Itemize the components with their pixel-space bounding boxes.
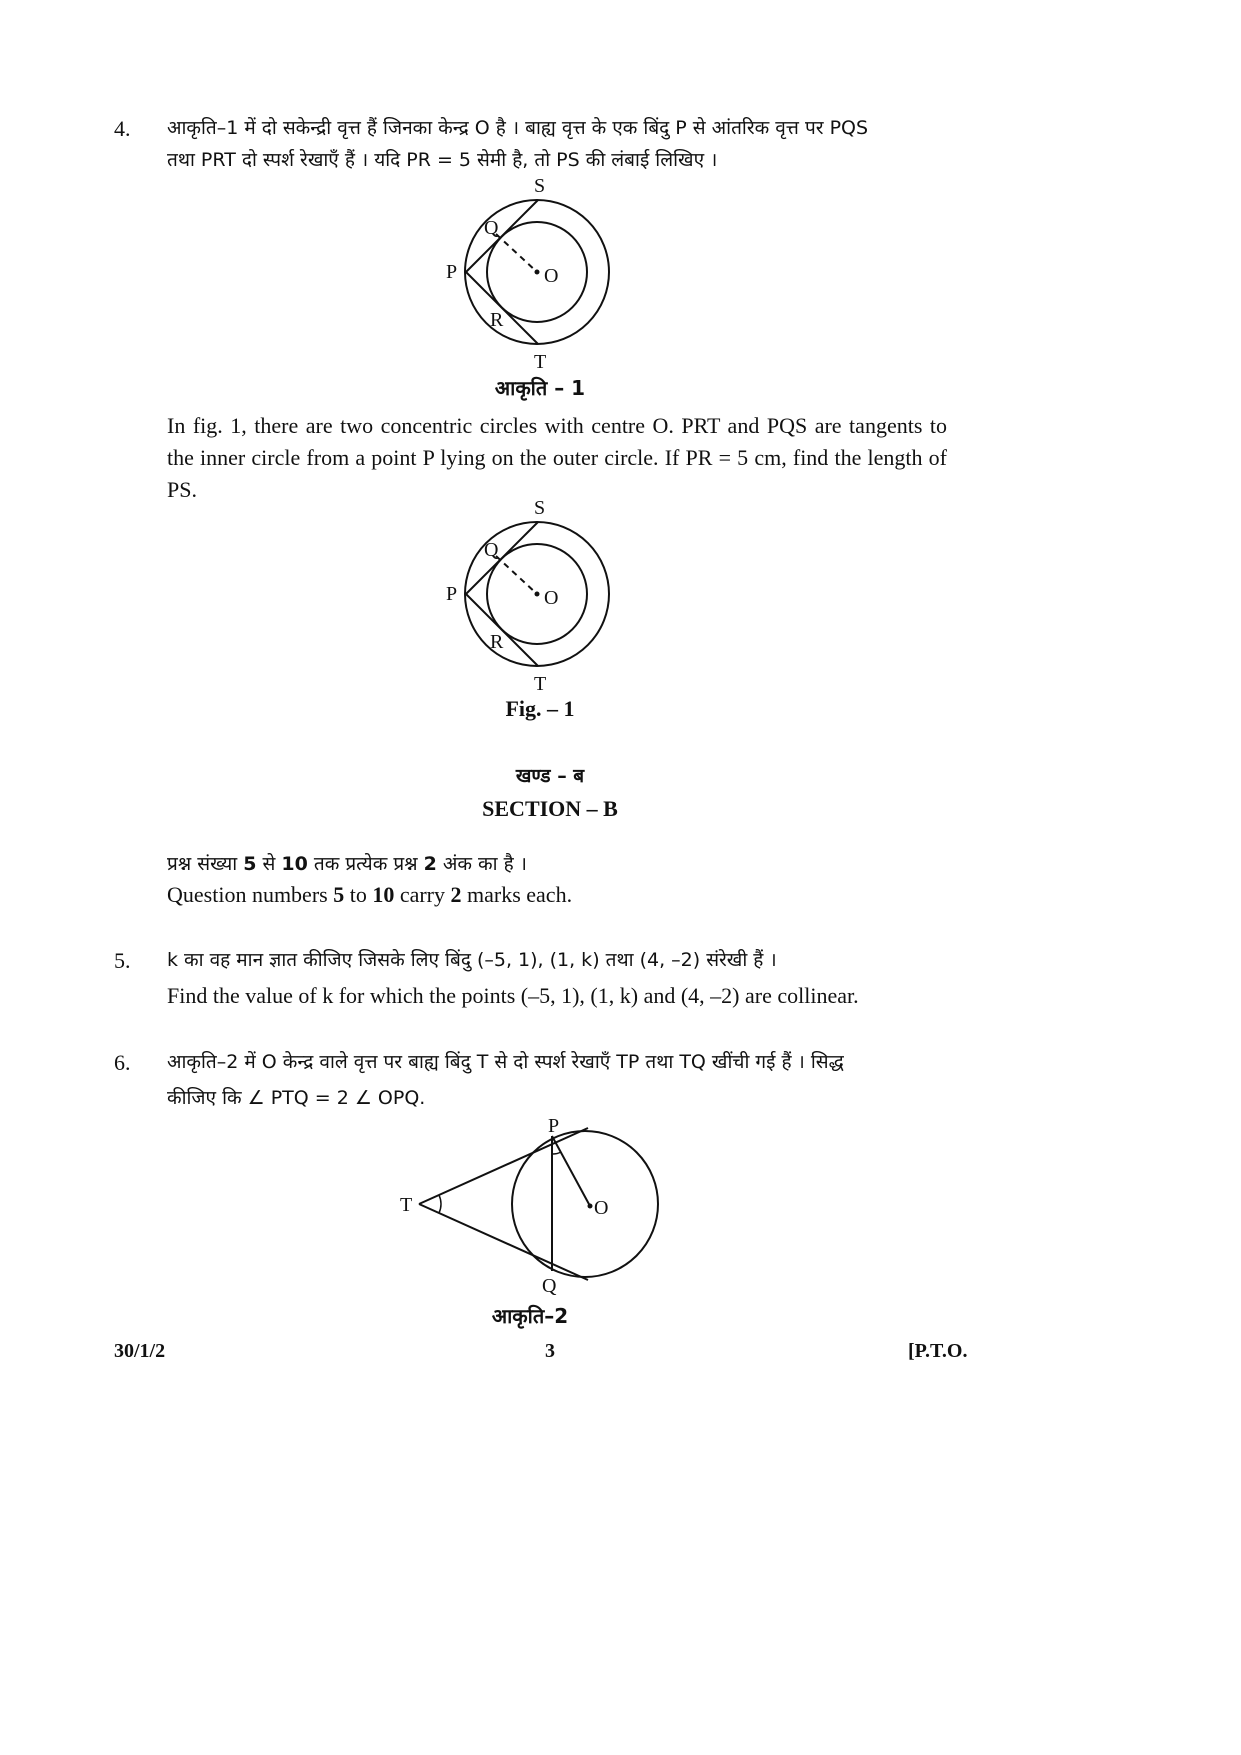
tangent-pqs: [466, 522, 538, 594]
radius-op: [552, 1136, 590, 1206]
question-4-hindi-line2: तथा PRT दो स्पर्श रेखाएँ हैं । यदि PR = 5 सेमी है, तो PS की लंबाई लिखिए ।: [167, 149, 718, 171]
question-6-hindi-line2: कीजिए कि ∠ PTQ = 2 ∠ OPQ.: [167, 1087, 426, 1109]
label-q: Q: [484, 217, 499, 239]
radius-oq: [496, 556, 537, 594]
figure-1-hindi-diagram: [440, 172, 640, 372]
label-r: R: [490, 309, 504, 331]
question-5-hindi-text: k का वह मान ज्ञात कीजिए जिसके लिए बिंदु (–5, 1), (1, k) तथा (4, –2) संरेखी हैं ।: [167, 949, 777, 971]
angle-opq-arc: [552, 1152, 561, 1154]
label-o: O: [594, 1197, 609, 1219]
figure-2-diagram: [392, 1114, 672, 1304]
question-4-english-text: In fig. 1, there are two concentric circles with centre O. PRT and PQS are tangents to the inner circle from a point P lying on the outer circle. If PR = 5 cm, find the length of PS.: [167, 413, 947, 502]
question-4-hindi-line1: आकृति–1 में दो सकेन्द्री वृत्त हैं जिनका केन्द्र O है । बाह्य वृत्त के एक बिंदु P से आंतरिक वृत्त पर PQS: [167, 117, 869, 139]
label-t: T: [400, 1194, 413, 1216]
tangent-prt: [466, 272, 538, 344]
label-r: R: [490, 631, 504, 653]
centre-point: [535, 270, 540, 275]
radius-oq: [496, 234, 537, 272]
section-b-english-heading: SECTION – B: [482, 796, 618, 821]
label-p: P: [548, 1115, 560, 1137]
tangent-tq: [419, 1204, 588, 1280]
label-o: O: [544, 587, 559, 609]
angle-ptq-arc: [439, 1195, 441, 1213]
section-instruction-english: Question numbers 5 to 10 carry 2 marks each.: [167, 882, 573, 907]
footer-paper-code: 30/1/2: [114, 1340, 166, 1362]
tangent-prt: [466, 594, 538, 666]
figure-1-hindi-caption: आकृति – 1: [494, 376, 586, 400]
question-4-number: 4.: [114, 116, 131, 141]
label-q: Q: [484, 539, 499, 561]
question-6-hindi-line1: आकृति–2 में O केन्द्र वाले वृत्त पर बाह्य बिंदु T से दो स्पर्श रेखाएँ TP तथा TQ खींची गई हैं । सिद्ध: [167, 1051, 844, 1073]
label-p: P: [446, 261, 458, 283]
centre-point: [588, 1204, 593, 1209]
section-b-hindi-heading: खण्ड – ब: [515, 765, 585, 787]
label-s: S: [534, 497, 546, 519]
tangent-pqs: [466, 200, 538, 272]
footer-page-number: 3: [545, 1340, 555, 1362]
tangent-tp: [419, 1128, 588, 1204]
centre-point: [535, 592, 540, 597]
footer-pto: [P.T.O.: [908, 1340, 968, 1362]
question-5-number: 5.: [114, 948, 131, 973]
label-o: O: [544, 265, 559, 287]
section-instruction-hindi: प्रश्न संख्या 5 से 10 तक प्रत्येक प्रश्न 2 अंक का है ।: [167, 853, 527, 875]
label-t: T: [534, 351, 547, 372]
figure-1-english-diagram: [440, 494, 640, 694]
question-6-number: 6.: [114, 1050, 131, 1075]
label-p: P: [446, 583, 458, 605]
figure-1-english-caption: Fig. – 1: [505, 696, 575, 721]
label-q: Q: [542, 1275, 557, 1297]
label-t: T: [534, 673, 547, 694]
question-5-english-text: Find the value of k for which the points (–5, 1), (1, k) and (4, –2) are collinear.: [167, 983, 859, 1008]
label-s: S: [534, 175, 546, 197]
figure-2-caption: आकृति–2: [491, 1304, 569, 1328]
